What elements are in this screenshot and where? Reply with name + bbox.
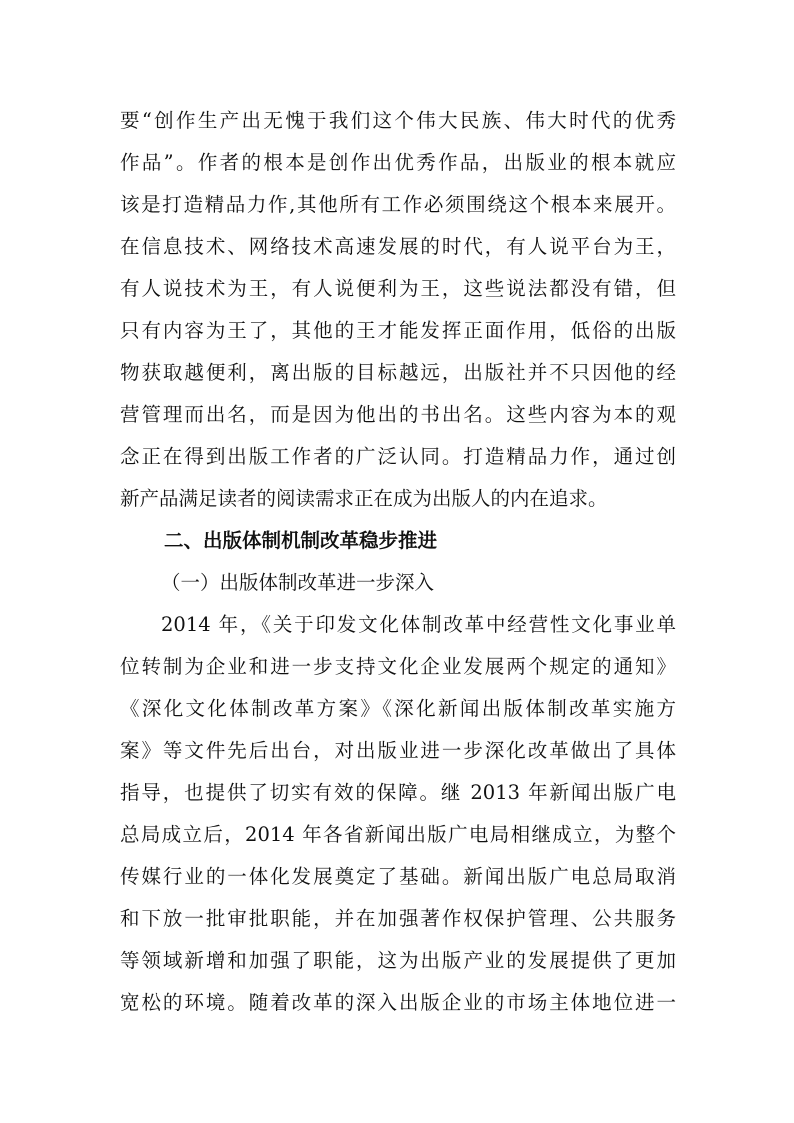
paragraph-1-line: 新产品满足读者的阅读需求正在成为出版人的内在追求。	[120, 487, 608, 510]
paragraph-2-line: 和下放一批审批职能，并在加强著作权保护管理、公共服务	[120, 907, 676, 930]
paragraph-2-line: 指导，也提供了切实有效的保障。继 2013 年新闻出版广电	[120, 781, 676, 804]
paragraph-2-line: 位转制为企业和进一步支持文化企业发展两个规定的通知》	[120, 655, 676, 678]
paragraph-2-line: 《深化文化体制改革方案》《深化新闻出版体制改革实施方	[120, 697, 676, 720]
paragraph-2-line: 案》等文件先后出台，对出版业进一步深化改革做出了具体	[120, 739, 676, 762]
section-heading: 二、出版体制机制改革稳步推进	[164, 529, 438, 552]
paragraph-2-line: 宽松的环境。随着改革的深入出版企业的市场主体地位进一	[120, 991, 676, 1014]
paragraph-1-line: 物获取越便利，离出版的目标越远，出版社并不只因他的经	[120, 361, 676, 384]
paragraph-1-line: 在信息技术、网络技术高速发展的时代，有人说平台为王，	[120, 235, 676, 258]
paragraph-1-line: 念正在得到出版工作者的广泛认同。打造精品力作，通过创	[120, 445, 676, 468]
paragraph-2-line: 总局成立后，2014 年各省新闻出版广电局相继成立，为整个	[120, 823, 676, 846]
paragraph-1-line: 该是打造精品力作,其他所有工作必须围绕这个根本来展开。	[120, 193, 676, 216]
subsection-heading: （一）出版体制改革进一步深入	[161, 571, 435, 594]
paragraph-2-line: 传媒行业的一体化发展奠定了基础。新闻出版广电总局取消	[120, 865, 676, 888]
paragraph-1-line: 只有内容为王了，其他的王才能发挥正面作用，低俗的出版	[120, 319, 676, 342]
paragraph-1-line: 作品”。作者的根本是创作出优秀作品，出版业的根本就应	[120, 151, 676, 174]
paragraph-1-line: 要“创作生产出无愧于我们这个伟大民族、伟大时代的优秀	[120, 109, 676, 132]
paragraph-1-line: 营管理而出名，而是因为他出的书出名。这些内容为本的观	[120, 403, 676, 426]
paragraph-2-line: 2014 年，《关于印发文化体制改革中经营性文化事业单	[161, 613, 676, 636]
paragraph-1-line: 有人说技术为王，有人说便利为王，这些说法都没有错，但	[120, 277, 676, 300]
paragraph-2-line: 等领域新增和加强了职能，这为出版产业的发展提供了更加	[120, 949, 676, 972]
